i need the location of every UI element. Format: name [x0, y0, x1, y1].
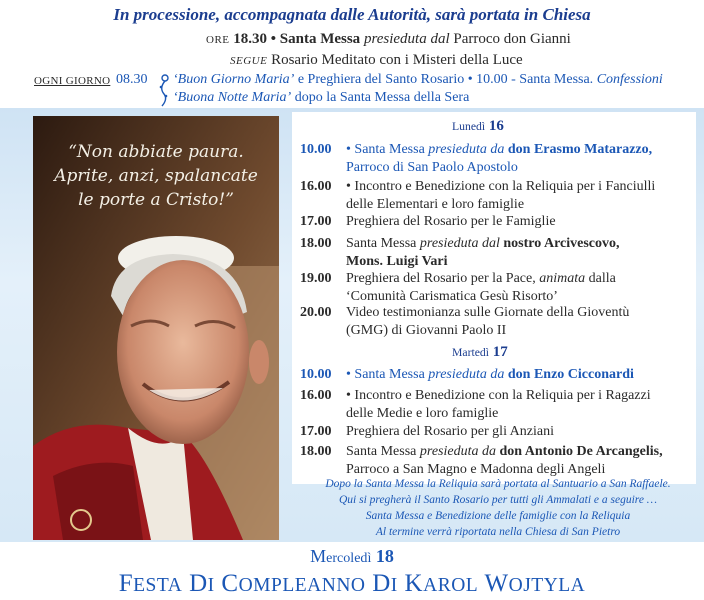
item-text-bold: don Antonio De Arcangelis, [495, 444, 663, 459]
buona-notte-maria: ‘Buona Notte Maria’ [173, 90, 292, 105]
tuesday-heading [452, 344, 508, 361]
item-time: 16.00 [300, 179, 332, 194]
festa-part: W [478, 570, 509, 597]
item-desc [346, 366, 696, 384]
item-time: 16.00 [300, 388, 332, 403]
festa-part: OMPLEANNO [238, 575, 366, 596]
mass-title: Santa Messa [279, 31, 361, 47]
item-time: 10.00 [300, 367, 332, 382]
item-text: • Incontro e Benedizione con la Reliquia per i Ragazzi [346, 388, 651, 403]
item-desc [346, 270, 696, 306]
confessioni: Confessioni [596, 72, 663, 87]
item-text: • Santa Messa [346, 367, 429, 382]
item-desc [346, 443, 696, 479]
segue-label: SEGUE [230, 55, 268, 67]
ogni-giorno-label: OGNI GIORNO [34, 75, 111, 87]
item-desc [346, 178, 696, 214]
item-time: 18.00 [300, 444, 332, 459]
item-text: Santa Messa [346, 236, 420, 251]
ogni-giorno-time: 08.30 [116, 72, 148, 87]
festa-part: OJTYLA [508, 575, 586, 596]
monday-item-1000 [300, 141, 696, 177]
rosary-prayer: e Preghiera del Santo Rosario [294, 72, 468, 87]
item-text-second: ‘Comunità Carismatica Gesù Risorto’ [346, 289, 558, 304]
monday-item-1600 [300, 178, 696, 214]
ore-time: 18.30 [233, 31, 267, 47]
festa-part: C [214, 570, 239, 597]
item-text-bold: nostro Arcivescovo, [499, 236, 620, 251]
monday-num: 16 [488, 118, 504, 134]
tuesday-num: 17 [492, 344, 508, 360]
item-text: • Incontro e Benedizione con la Reliquia per i Fanciulli [346, 179, 656, 194]
item-desc [346, 304, 696, 340]
item-text: Video testimonianza sulle Giornate della Gioventù [346, 305, 630, 320]
item-text: Preghiera del Rosario per la Pace, [346, 271, 540, 286]
quote-line-3: le porte a Cristo!” [78, 190, 234, 210]
item-text-bold: don Enzo Cicconardi [504, 367, 634, 382]
tuesday-note-3: Santa Messa e Benedizione delle famiglie con la Reliquia [365, 510, 631, 522]
item-desc: Preghiera del Rosario per gli Anziani [346, 424, 554, 439]
item-time: 18.00 [300, 236, 332, 251]
portrait-quote [33, 140, 279, 212]
item-text-plain: dalla [585, 271, 616, 286]
morning-mass-time: • 10.00 [467, 72, 508, 87]
ogni-giorno-line2 [173, 90, 469, 106]
item-text-second: Parroco di San Paolo Apostolo [346, 160, 518, 175]
item-time: 19.00 [300, 271, 332, 286]
item-text-italic: animata [539, 271, 586, 286]
item-text-second: delle Elementari e loro famiglie [346, 197, 525, 212]
monday-day: Lunedì [452, 120, 486, 133]
tuesday-note-1: Dopo la Santa Messa la Reliquia sarà portata al Santuario a San Raffaele. [325, 478, 671, 490]
item-text-italic: presieduta da [419, 444, 496, 459]
bullet: • [270, 31, 277, 47]
ore-label: ORE [206, 34, 230, 46]
evening-mass-line [206, 31, 571, 48]
wednesday-heading [0, 546, 704, 567]
quote-line-2: Aprite, anzi, spalancate [54, 166, 258, 186]
buon-giorno-maria: ‘Buon Giorno Maria’ [173, 72, 295, 87]
item-text-italic: presieduta dal [419, 236, 500, 251]
evening-note: dopo la Santa Messa della Sera [291, 90, 470, 105]
morning-mass: - Santa Messa. [507, 72, 597, 87]
mass-priest: Parroco don Gianni [453, 31, 571, 47]
tuesday-note-2: Qui si pregherà il Santo Rosario per tutti gli Ammalati e a seguire … [338, 494, 658, 506]
item-text-second: delle Medie e loro famiglie [346, 406, 499, 421]
item-time: 17.00 [300, 424, 332, 439]
monday-item-1800 [300, 235, 696, 271]
festa-part: I [390, 575, 398, 596]
item-text-italic: presieduta da [428, 142, 505, 157]
rosary-text: Rosario Meditato con i Misteri della Luce [271, 52, 523, 68]
festa-part: D [182, 570, 208, 597]
festa-part: F [118, 570, 134, 597]
festa-part: AROL [423, 575, 479, 596]
festa-title [0, 570, 704, 598]
item-time: 10.00 [300, 142, 332, 157]
item-text-bold: don Erasmo Matarazzo, [504, 142, 653, 157]
rosary-line [230, 52, 523, 69]
monday-item-2000 [300, 304, 696, 340]
wednesday-initial: M [310, 546, 327, 566]
item-text-second: Mons. Luigi Vari [346, 254, 448, 269]
tuesday-note-4: Al termine verrà riportata nella Chiesa di San Pietro [375, 526, 621, 538]
presided-label: presieduta dal [363, 31, 450, 47]
item-text-second: (GMG) di Giovanni Paolo II [346, 323, 507, 338]
quote-line-1: “Non abbiate paura. [68, 142, 244, 162]
tuesday-item-1600 [300, 387, 696, 423]
item-time: 17.00 [300, 214, 332, 229]
tuesday-item-1800 [300, 443, 696, 479]
item-desc [346, 235, 696, 271]
rosary-icon [156, 74, 170, 108]
wednesday-day: ercoledì [326, 550, 372, 566]
ogni-giorno-line1 [173, 72, 663, 88]
item-time: 20.00 [300, 305, 332, 320]
monday-item-1900 [300, 270, 696, 306]
monday-heading [452, 118, 504, 135]
item-text-italic: presieduta da [428, 367, 505, 382]
pope-portrait [33, 116, 279, 540]
item-text: Santa Messa [346, 444, 420, 459]
procession-line: In processione, accompagnata dalle Autorità, sarà portata in Chiesa [113, 5, 591, 24]
festa-part: ESTA [133, 575, 183, 596]
item-text: • Santa Messa [346, 142, 429, 157]
festa-part: K [397, 570, 424, 597]
festa-part: I [207, 575, 215, 596]
wednesday-num: 18 [375, 546, 394, 566]
item-text-second: Parroco a San Magno e Madonna degli Angeli [346, 462, 606, 477]
item-desc [346, 141, 696, 177]
item-desc: Preghiera del Rosario per le Famiglie [346, 214, 556, 229]
tuesday-day: Martedì [452, 346, 489, 359]
item-desc [346, 387, 696, 423]
festa-part: D [365, 570, 391, 597]
